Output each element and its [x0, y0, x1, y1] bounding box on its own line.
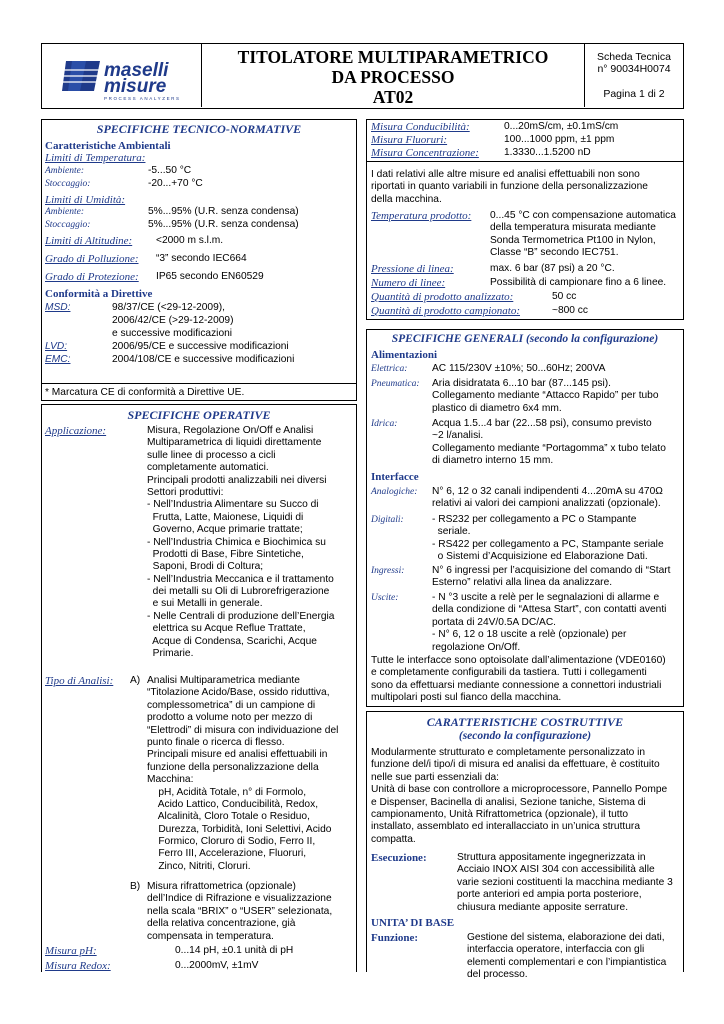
- text-line: - RS232 per collegamento a PC o Stampante: [432, 514, 637, 525]
- msd-line-1: 98/37/CE (<29-12-2009),: [112, 302, 225, 314]
- text-line: varie sezioni costituenti la macchina mediante 3: [457, 876, 673, 888]
- text-line: Tutte le interfacce sono optoisolate dall’alimentazione (VDE0160): [371, 655, 666, 666]
- cond-value: 0...20mS/cm, ±0.1mS/cm: [504, 121, 619, 132]
- text-line: Misura, Regolazione On/Off e Analisi: [147, 425, 314, 436]
- lines-value: Possibilità di campionare fino a 6 linee.: [490, 277, 667, 288]
- text-line: o Sistemi d’Acquisizione ed Elaborazione Dati.: [432, 551, 648, 563]
- text-line: Acque di Condensa, Scarichi, Acque: [147, 635, 317, 647]
- text-line: Frutta, Latte, Maionese, Liquidi di: [147, 511, 304, 523]
- redox-label: Misura Redox:: [45, 960, 111, 972]
- info-cell: [585, 44, 683, 107]
- text-line: nelle sue parti essenziali da:: [371, 771, 499, 783]
- text-line: di diametro interno 15 mm.: [432, 455, 554, 467]
- doc-type: Scheda Tecnica: [597, 51, 671, 63]
- text-line: N° 6, 12 o 32 canali indipendenti 4...20mA su 470Ω: [432, 486, 663, 497]
- in-text: [432, 565, 681, 590]
- ph-label: Misura pH:: [45, 945, 97, 957]
- title-line-2: DA PROCESSO: [331, 67, 455, 87]
- text-line: - Nell’Industria Chimica e Biochimica su: [147, 536, 326, 548]
- logo-cell: [42, 44, 202, 107]
- operative-heading: SPECIFICHE OPERATIVE: [127, 408, 271, 422]
- prot-label: Grado di Protezione:: [45, 271, 139, 284]
- text-line: plastico di diametro 6x4 mm.: [432, 402, 562, 414]
- temp-sto-key: Stoccaggio:: [45, 178, 91, 189]
- out-text: [432, 592, 681, 654]
- alt-label: Limiti di Altitudine:: [45, 235, 133, 248]
- alt-value: <2000 m s.l.m.: [156, 235, 224, 247]
- interfaces-note: [371, 655, 681, 705]
- text-line: 0...45 °C con compensazione automatica: [490, 210, 676, 221]
- dig-label: Digitali:: [371, 515, 404, 525]
- analysis-b-marker: B): [130, 881, 141, 892]
- tprod-label: Temperatura prodotto:: [371, 210, 472, 222]
- app-label: Applicazione:: [45, 425, 107, 437]
- msd-line-3: e successive modificazioni: [112, 328, 233, 340]
- text-line: e Dispenser, Bacinella di analisi, Sezione taniche, Sistema di: [371, 796, 646, 808]
- text-line: Classe “B” secondo IEC751.: [490, 247, 619, 259]
- text-line: - Nell’Industria Meccanica e il trattamento: [147, 573, 334, 585]
- lvd-label: LVD:: [45, 341, 68, 353]
- text-line: elettrica su Acque Reflue Trattate,: [147, 623, 306, 635]
- id-text: [432, 418, 681, 468]
- analysis-type-label: Tipo di Analisi:: [45, 675, 114, 687]
- text-line: sulle linee di processo a cicli: [147, 449, 276, 461]
- alim-title: Alimentazioni: [371, 349, 437, 361]
- text-line: “Titolazione Acido/Base, ossido riduttiva,: [147, 687, 330, 699]
- text-line: Prodotti di Base, Fibre Sintetiche,: [147, 548, 304, 560]
- logo-text-maselli: maselli: [104, 60, 169, 81]
- text-line: della temperatura misurata mediante: [490, 222, 656, 234]
- title-line-3: AT02: [372, 87, 414, 107]
- qc-label: Quantità di prodotto campionato:: [371, 305, 521, 317]
- construction-heading: CARATTERISTICHE COSTRUTTIVE: [426, 715, 624, 729]
- text-line: dei metalli su Oli di Lubrorefrigerazione: [147, 586, 330, 598]
- text-line: sono da effettuarsi mediante connessione a connettori industriali: [371, 679, 662, 691]
- logo-text-misure: misure: [104, 76, 167, 97]
- text-line: elementi complementari e con l’impiantistica: [467, 956, 667, 968]
- text-line: Aria disidratata 6...10 bar (87...145 psi).: [432, 378, 611, 389]
- doc-code: n° 90034H0074: [597, 63, 671, 75]
- exec-text: [457, 852, 681, 914]
- text-line: Unità di base con controllore a microprocessore, Pannello Pompe: [371, 784, 668, 796]
- text-line: nella scala “BRIX” o “USER” selezionata,: [147, 905, 333, 917]
- text-line: Macchina:: [147, 774, 194, 786]
- text-line: “Elettrodi” di misura con individuazione del: [147, 724, 339, 736]
- conf-title: Conformità a Direttive: [45, 288, 153, 301]
- lvd-value: 2006/95/CE e successive modificazioni: [112, 341, 289, 353]
- hum-label: Limiti di Umidità:: [45, 193, 126, 206]
- ph-value: 0...14 pH, ±0.1 unità di pH: [175, 945, 294, 956]
- text-line: Collegamento mediante “Attacco Rapido” per tubo: [432, 390, 659, 402]
- text-line: installato, assemblato ed interallacciato in un’unica struttura: [371, 821, 640, 833]
- text-line: relativi ai valori dei campioni analizzati (opzionale).: [432, 498, 661, 510]
- text-line: complessometrica” di un campione di: [147, 699, 316, 711]
- text-line: seriale.: [432, 526, 471, 538]
- qa-label: Quantità di prodotto analizzato:: [371, 291, 514, 303]
- text-line: compensata in temperatura.: [147, 930, 274, 942]
- text-line: campionamento, Unità Rifrattometrica (opzionale), il tutto: [371, 808, 629, 820]
- dig-text: [432, 514, 681, 564]
- page-number: Pagina 1 di 2: [603, 88, 665, 100]
- text-line: Struttura appositamente ingegnerizzata in: [457, 852, 646, 863]
- construction-subheading: (secondo la configurazione): [458, 730, 592, 742]
- measures-note: [371, 169, 681, 206]
- emc-label: EMC:: [45, 354, 71, 366]
- in-label: Ingressi:: [371, 566, 405, 576]
- text-line: Durezza, Torbidità, Ioni Selettivi, Acido: [147, 823, 332, 835]
- text-line: del processo.: [467, 969, 528, 981]
- text-line: Acciaio INOX AISI 304 con accessibilità alle: [457, 864, 655, 876]
- fn-label: Funzione:: [371, 932, 419, 944]
- text-line: interfaccia operatore, interfaccia con gli: [467, 944, 645, 956]
- general-panel: [366, 329, 684, 707]
- prot-value: IP65 secondo EN60529: [156, 271, 264, 283]
- text-line: Ferro III, Accelerazione, Fluoruri,: [147, 848, 307, 860]
- out-label: Uscite:: [371, 593, 399, 603]
- if-title: Interfacce: [371, 471, 419, 483]
- temp-amb-value: -5...50 °C: [148, 164, 192, 176]
- poll-value: “3” secondo IEC664: [156, 253, 247, 265]
- text-line: Primarie.: [147, 648, 194, 660]
- text-line: funzione del/i tipo/i di misura ed analisi da effettuare, è costituito: [371, 759, 660, 771]
- text-line: - RS422 per collegamento a PC, Stampante seriale: [432, 538, 664, 550]
- hum-sto-value: 5%...95% (U.R. senza condensa): [148, 219, 299, 231]
- fn-text: [467, 932, 681, 982]
- text-line: e sui Metalli in generale.: [147, 598, 263, 610]
- conc-label: Misura Concentrazione:: [371, 147, 479, 159]
- text-line: Analisi Multiparametrica mediante: [147, 675, 300, 686]
- text-line: - N °3 uscite a relè per le segnalazioni di allarme e: [432, 592, 660, 603]
- hum-amb-key: Ambiente:: [45, 207, 85, 218]
- msd-label: MSD:: [45, 302, 71, 314]
- general-heading: SPECIFICHE GENERALI (secondo la configurazione): [391, 333, 659, 345]
- text-line: Formico, Cloruro di Sodio, Ferro II,: [147, 836, 316, 848]
- text-line: prodotto a volume noto per mezzo di: [147, 712, 313, 724]
- press-label: Pressione di linea:: [371, 263, 454, 275]
- text-line: punto finale o ricerca di flesso.: [147, 736, 285, 748]
- env-title: Caratteristiche Ambientali: [45, 140, 171, 152]
- tprod-text: [490, 210, 681, 260]
- measures-panel: [366, 119, 684, 320]
- poll-label: Grado di Polluzione:: [45, 253, 139, 266]
- temp-amb-key: Ambiente:: [45, 165, 85, 176]
- fluo-label: Misura Fluoruri:: [371, 134, 448, 146]
- text-line: regolazione On/Off.: [432, 641, 521, 653]
- unit-title: UNITA’ DI BASE: [371, 917, 455, 929]
- analysis-b-text: [147, 881, 353, 943]
- text-line: Sonda Termometrica Pt100 in Nylon,: [490, 234, 656, 246]
- emc-value: 2004/108/CE e successive modificazioni: [112, 354, 295, 366]
- text-line: Esterno” relativi alla linea da analizzare.: [432, 577, 613, 589]
- construction-intro: [371, 747, 681, 846]
- text-line: della macchina.: [371, 193, 442, 205]
- construction-panel: [366, 711, 684, 981]
- text-line: della relativa concentrazione, già: [147, 918, 296, 930]
- text-line: riportati in quanto variabili in funzione della personalizzazione: [371, 181, 648, 193]
- text-line: Modularmente strutturato e completamente personalizzato in: [371, 747, 646, 758]
- text-line: pH, Acidità Totale, n° di Formolo,: [147, 786, 307, 798]
- hum-sto-key: Stoccaggio:: [45, 220, 91, 231]
- press-value: max. 6 bar (87 psi) a 20 °C.: [490, 263, 615, 274]
- logo-tagline: PROCESS ANALYZERS: [104, 96, 181, 101]
- text-line: Saponi, Brodi di Coltura;: [147, 561, 264, 573]
- application-text: [147, 425, 353, 660]
- pn-text: [432, 378, 681, 415]
- tech-norm-panel: [41, 119, 357, 401]
- exec-label: Esecuzione:: [371, 852, 427, 864]
- text-line: della condizione di “Attesa Start”, con contatti aventi: [432, 604, 667, 616]
- text-line: Zinco, Nitriti, Cloruri.: [147, 860, 251, 872]
- title-line-1: TITOLATORE MULTIPARAMETRICO: [237, 47, 549, 67]
- text-line: Alcalinità, Cloro Totale o Residuo,: [147, 811, 310, 823]
- text-line: chiusura mediante apposite serrature.: [457, 901, 629, 913]
- temp-label: Limiti di Temperatura:: [45, 152, 146, 165]
- text-line: Principali prodotti analizzabili nei diversi: [147, 474, 327, 486]
- qc-value: ~800 cc: [552, 305, 588, 316]
- text-line: I dati relativi alle altre misure ed analisi effettuabili non sono: [371, 169, 640, 180]
- lines-label: Numero di linee:: [371, 277, 446, 289]
- text-line: Principali misure ed analisi effettuabili in: [147, 749, 328, 761]
- text-line: Misura rifrattometrica (opzionale): [147, 881, 296, 892]
- el-label: Elettrica:: [371, 364, 408, 374]
- text-line: - N° 6, 12 o 18 uscite a relè (opzionale) per: [432, 629, 627, 641]
- document-header: [41, 43, 684, 109]
- cond-label: Misura Conducibilità:: [371, 121, 470, 133]
- text-line: N° 6 ingressi per l’acquisizione del comando di “Start: [432, 565, 671, 576]
- text-line: Settori produttivi:: [147, 486, 224, 498]
- text-line: multipolari posti sul fianco della macchina.: [371, 692, 562, 704]
- an-label: Analogiche:: [371, 487, 418, 497]
- text-line: porte anteriori ed ampia porta posteriore,: [457, 889, 642, 901]
- text-line: - Nelle Centrali di produzione dell’Energia: [147, 610, 335, 622]
- qa-value: 50 cc: [552, 291, 577, 302]
- fluo-value: 100...1000 ppm, ±1 ppm: [504, 134, 615, 145]
- title-cell: [202, 44, 585, 107]
- text-line: Governo, Acque primarie trattate;: [147, 524, 303, 536]
- ce-note: * Marcatura CE di conformità a Direttive UE.: [42, 383, 356, 399]
- el-value: AC 115/230V ±10%; 50...60Hz; 200VA: [432, 363, 606, 374]
- id-label: Idrica:: [371, 419, 398, 429]
- text-line: e completamente configurabili da tastiera. Tutti i collegamenti: [371, 667, 647, 679]
- text-line: compatta.: [371, 833, 416, 845]
- conc-value: 1.3330...1.5200 nD: [504, 147, 591, 158]
- text-line: ~2 l/analisi.: [432, 430, 484, 442]
- msd-line-2: 2006/42/CE (>29-12-2009): [112, 315, 234, 327]
- pn-label: Pneumatica:: [371, 379, 420, 389]
- an-text: [432, 486, 681, 511]
- text-line: Gestione del sistema, elaborazione dei dati,: [467, 932, 665, 943]
- text-line: portata di 24V/0.5A DC/AC.: [432, 616, 557, 628]
- operative-panel: [41, 404, 357, 972]
- text-line: Collegamento mediante “Portagomma” x tubo telato: [432, 442, 666, 454]
- analysis-a-text: [147, 675, 353, 873]
- hum-amb-value: 5%...95% (U.R. senza condensa): [148, 206, 299, 218]
- redox-value: 0...2000mV, ±1mV: [175, 960, 259, 971]
- text-line: funzione della personalizzazione della: [147, 761, 319, 773]
- maselli-misure-logo: [42, 44, 200, 106]
- tech-norm-heading: SPECIFICHE TECNICO-NORMATIVE: [96, 122, 302, 136]
- text-line: completamente automatici.: [147, 462, 269, 474]
- temp-sto-value: -20...+70 °C: [148, 177, 203, 189]
- text-line: Acqua 1.5...4 bar (22...58 psi), consumo previsto: [432, 418, 652, 429]
- text-line: dell’Indice di Rifrazione e visualizzazione: [147, 893, 332, 905]
- text-line: Acido Lattico, Conducibilità, Redox,: [147, 798, 319, 810]
- text-line: - Nell’Industria Alimentare su Succo di: [147, 499, 319, 511]
- text-line: Multiparametrica di liquidi direttamente: [147, 437, 322, 449]
- analysis-a-marker: A): [130, 675, 141, 686]
